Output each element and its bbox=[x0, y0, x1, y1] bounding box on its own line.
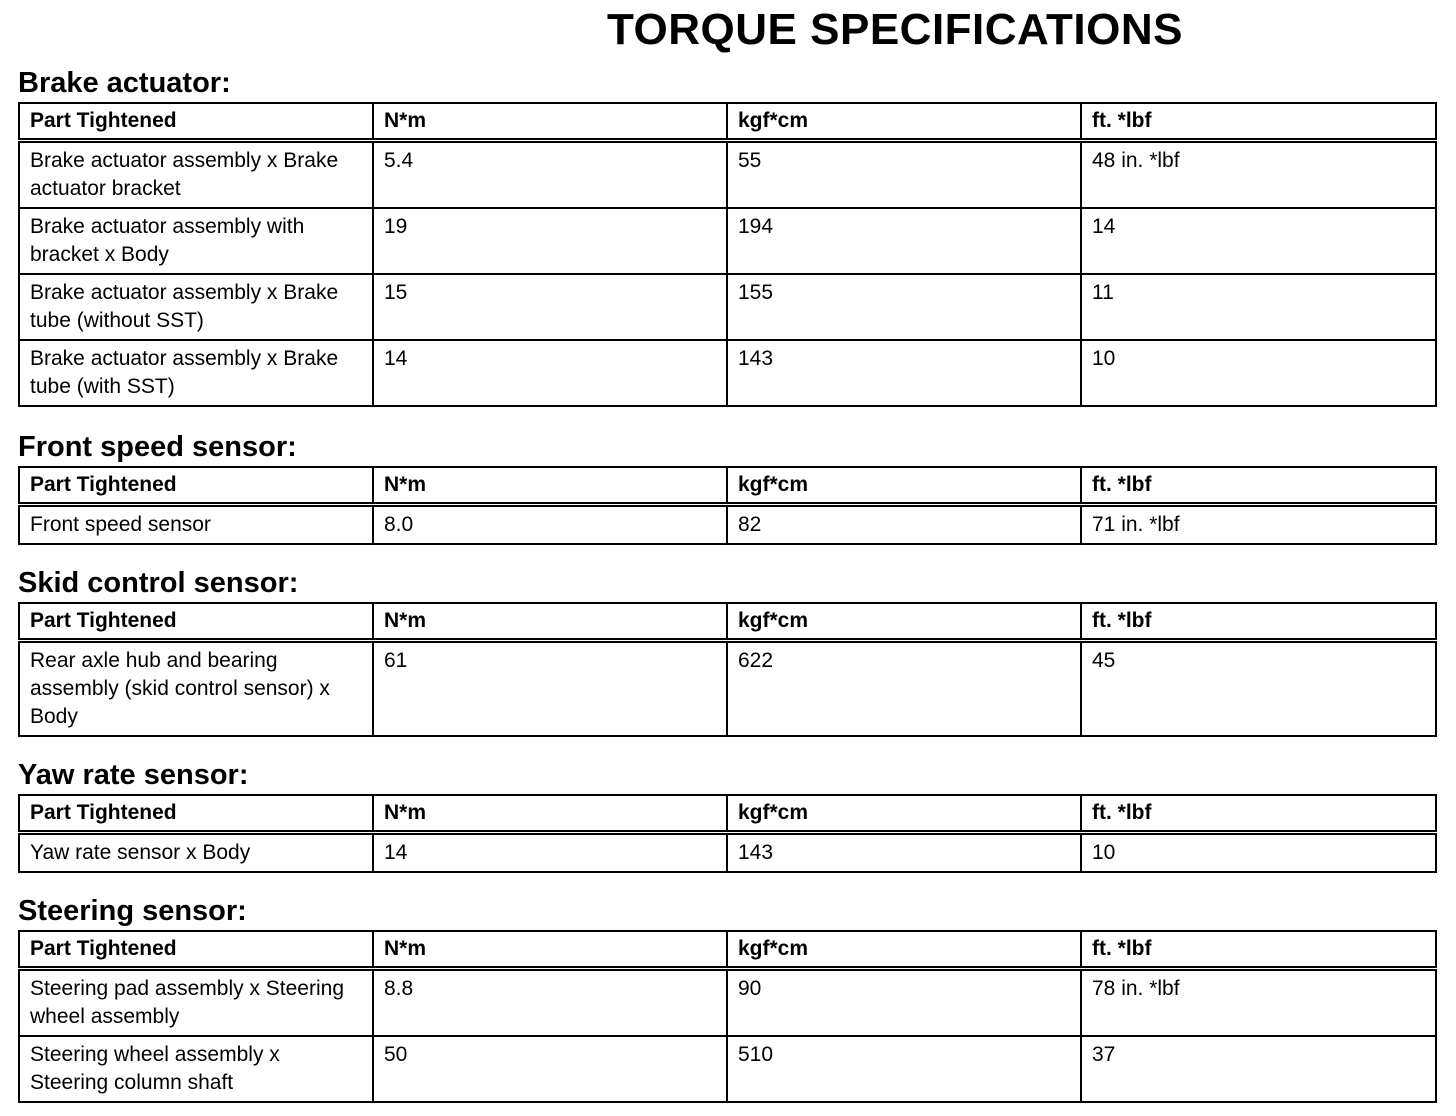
header-ftlbf: ft. *lbf bbox=[1081, 931, 1436, 969]
cell-ftlbf: 37 bbox=[1081, 1036, 1436, 1102]
cell-nm: 14 bbox=[373, 833, 727, 873]
section-heading: Skid control sensor: bbox=[18, 567, 299, 599]
cell-kgfcm: 510 bbox=[727, 1036, 1081, 1102]
cell-kgfcm: 82 bbox=[727, 505, 1081, 545]
header-kgfcm: kgf*cm bbox=[727, 103, 1081, 141]
section-steering-sensor bbox=[18, 894, 1434, 1103]
table-header-row bbox=[19, 103, 1436, 141]
header-part-tightened: Part Tightened bbox=[19, 103, 373, 141]
header-kgfcm: kgf*cm bbox=[727, 603, 1081, 641]
table-header-row bbox=[19, 931, 1436, 969]
section-heading: Yaw rate sensor: bbox=[18, 759, 249, 791]
header-part-tightened: Part Tightened bbox=[19, 467, 373, 505]
header-ftlbf: ft. *lbf bbox=[1081, 467, 1436, 505]
cell-part: Brake actuator assembly x Brake actuator bracket bbox=[19, 141, 373, 209]
cell-nm: 50 bbox=[373, 1036, 727, 1102]
cell-ftlbf: 48 in. *lbf bbox=[1081, 141, 1436, 209]
table-header-row bbox=[19, 603, 1436, 641]
cell-ftlbf: 11 bbox=[1081, 274, 1436, 340]
section-skid-control-sensor bbox=[18, 566, 1434, 737]
table-header-row bbox=[19, 467, 1436, 505]
cell-part: Steering wheel assembly x Steering column shaft bbox=[19, 1036, 373, 1102]
torque-table bbox=[18, 602, 1437, 737]
cell-ftlbf: 10 bbox=[1081, 833, 1436, 873]
header-nm: N*m bbox=[373, 603, 727, 641]
cell-nm: 19 bbox=[373, 208, 727, 274]
table-row bbox=[19, 141, 1436, 209]
table-row bbox=[19, 208, 1436, 274]
cell-part: Front speed sensor bbox=[19, 505, 373, 545]
cell-kgfcm: 143 bbox=[727, 833, 1081, 873]
cell-part: Brake actuator assembly with bracket x Body bbox=[19, 208, 373, 274]
table-row bbox=[19, 641, 1436, 737]
table-row bbox=[19, 969, 1436, 1037]
cell-kgfcm: 143 bbox=[727, 340, 1081, 406]
header-part-tightened: Part Tightened bbox=[19, 603, 373, 641]
cell-part: Rear axle hub and bearing assembly (skid control sensor) x Body bbox=[19, 641, 373, 737]
header-nm: N*m bbox=[373, 795, 727, 833]
cell-nm: 8.0 bbox=[373, 505, 727, 545]
torque-table bbox=[18, 930, 1437, 1103]
cell-ftlbf: 71 in. *lbf bbox=[1081, 505, 1436, 545]
header-ftlbf: ft. *lbf bbox=[1081, 103, 1436, 141]
section-front-speed-sensor bbox=[18, 430, 1434, 545]
cell-part: Yaw rate sensor x Body bbox=[19, 833, 373, 873]
cell-nm: 61 bbox=[373, 641, 727, 737]
torque-table bbox=[18, 102, 1437, 407]
page-title: TORQUE SPECIFICATIONS bbox=[606, 5, 1184, 54]
header-kgfcm: kgf*cm bbox=[727, 931, 1081, 969]
torque-table bbox=[18, 794, 1437, 873]
table-row bbox=[19, 1036, 1436, 1102]
section-heading: Front speed sensor: bbox=[18, 431, 297, 463]
header-nm: N*m bbox=[373, 103, 727, 141]
header-part-tightened: Part Tightened bbox=[19, 795, 373, 833]
header-part-tightened: Part Tightened bbox=[19, 931, 373, 969]
table-header-row bbox=[19, 795, 1436, 833]
cell-nm: 5.4 bbox=[373, 141, 727, 209]
section-brake-actuator bbox=[18, 66, 1434, 407]
cell-nm: 14 bbox=[373, 340, 727, 406]
cell-nm: 8.8 bbox=[373, 969, 727, 1037]
cell-ftlbf: 45 bbox=[1081, 641, 1436, 737]
cell-kgfcm: 155 bbox=[727, 274, 1081, 340]
cell-ftlbf: 78 in. *lbf bbox=[1081, 969, 1436, 1037]
cell-kgfcm: 622 bbox=[727, 641, 1081, 737]
cell-ftlbf: 14 bbox=[1081, 208, 1436, 274]
header-ftlbf: ft. *lbf bbox=[1081, 603, 1436, 641]
header-kgfcm: kgf*cm bbox=[727, 795, 1081, 833]
header-ftlbf: ft. *lbf bbox=[1081, 795, 1436, 833]
cell-part: Steering pad assembly x Steering wheel assembly bbox=[19, 969, 373, 1037]
cell-ftlbf: 10 bbox=[1081, 340, 1436, 406]
cell-kgfcm: 55 bbox=[727, 141, 1081, 209]
table-row bbox=[19, 505, 1436, 545]
section-heading: Steering sensor: bbox=[18, 895, 247, 927]
section-heading: Brake actuator: bbox=[18, 67, 231, 99]
section-yaw-rate-sensor bbox=[18, 758, 1434, 873]
header-kgfcm: kgf*cm bbox=[727, 467, 1081, 505]
table-row bbox=[19, 833, 1436, 873]
cell-kgfcm: 90 bbox=[727, 969, 1081, 1037]
torque-table bbox=[18, 466, 1437, 545]
table-row bbox=[19, 340, 1436, 406]
cell-kgfcm: 194 bbox=[727, 208, 1081, 274]
header-nm: N*m bbox=[373, 467, 727, 505]
cell-part: Brake actuator assembly x Brake tube (without SST) bbox=[19, 274, 373, 340]
cell-nm: 15 bbox=[373, 274, 727, 340]
header-nm: N*m bbox=[373, 931, 727, 969]
cell-part: Brake actuator assembly x Brake tube (with SST) bbox=[19, 340, 373, 406]
table-row bbox=[19, 274, 1436, 340]
